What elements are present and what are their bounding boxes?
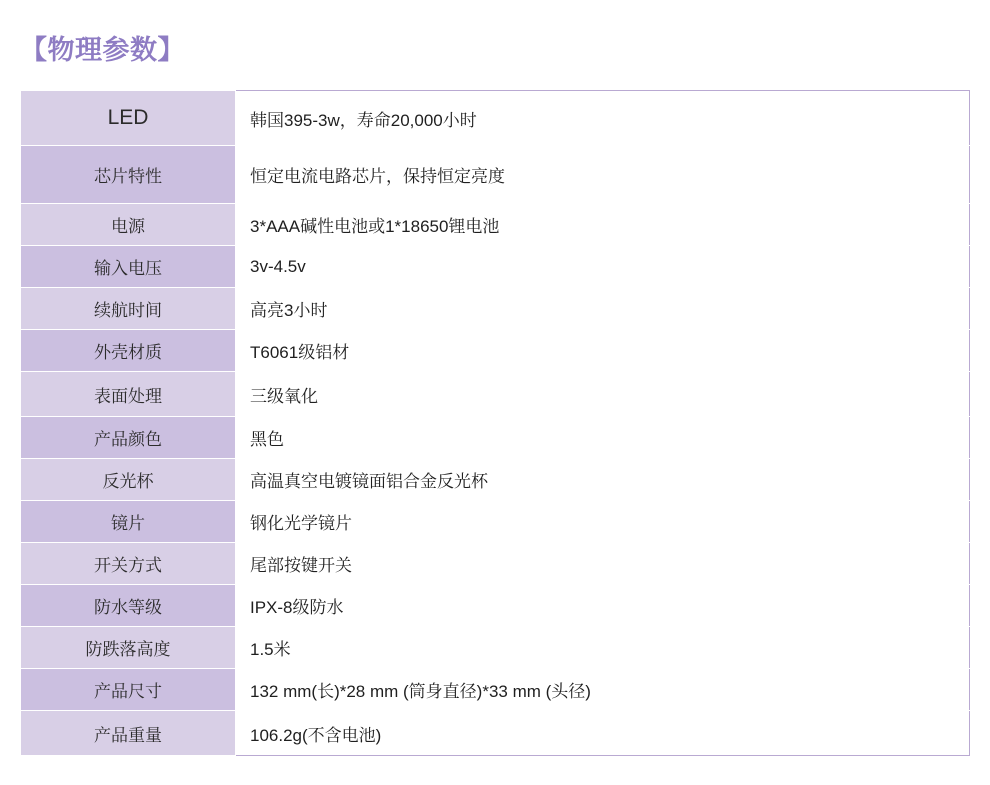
spec-label: 产品重量 <box>21 711 236 756</box>
table-row <box>21 246 970 288</box>
spec-label: 芯片特性 <box>21 146 236 204</box>
spec-value: 高亮3小时 <box>236 288 970 330</box>
spec-value: 三级氧化 <box>236 372 970 417</box>
page-title: 【物理参数】 <box>20 35 185 65</box>
spec-value: 韩国395-3w，寿命20,000小时 <box>236 91 970 146</box>
spec-label: 防跌落高度 <box>21 627 236 669</box>
spec-value: 尾部按键开关 <box>236 543 970 585</box>
spec-label: 开关方式 <box>21 543 236 585</box>
table-row <box>21 372 970 417</box>
spec-label: 外壳材质 <box>21 330 236 372</box>
table-row <box>21 417 970 459</box>
spec-label: 产品尺寸 <box>21 669 236 711</box>
spec-value: 3*AAA碱性电池或1*18650锂电池 <box>236 204 970 246</box>
spec-value: 钢化光学镜片 <box>236 501 970 543</box>
spec-value: 高温真空电镀镜面铝合金反光杯 <box>236 459 970 501</box>
spec-label: LED <box>21 91 236 146</box>
physical-parameters-table <box>20 90 970 756</box>
table-row <box>21 204 970 246</box>
spec-label: 续航时间 <box>21 288 236 330</box>
spec-value: IPX-8级防水 <box>236 585 970 627</box>
spec-label: 防水等级 <box>21 585 236 627</box>
spec-value: 1.5米 <box>236 627 970 669</box>
table-row <box>21 459 970 501</box>
table-row <box>21 543 970 585</box>
spec-label: 产品颜色 <box>21 417 236 459</box>
spec-label: 表面处理 <box>21 372 236 417</box>
table-body <box>21 91 970 756</box>
spec-value: 3v-4.5v <box>236 246 970 288</box>
table-row <box>21 330 970 372</box>
table-row <box>21 501 970 543</box>
table-row <box>21 627 970 669</box>
table-row <box>21 146 970 204</box>
table-row <box>21 288 970 330</box>
spec-value: 恒定电流电路芯片，保持恒定亮度 <box>236 146 970 204</box>
spec-value: 106.2g(不含电池) <box>236 711 970 756</box>
table-row <box>21 91 970 146</box>
spec-value: T6061级铝材 <box>236 330 970 372</box>
table-row <box>21 669 970 711</box>
spec-label: 电源 <box>21 204 236 246</box>
table-row <box>21 711 970 756</box>
spec-label: 输入电压 <box>21 246 236 288</box>
spec-value: 132 mm(长)*28 mm (筒身直径)*33 mm (头径) <box>236 669 970 711</box>
table-row <box>21 585 970 627</box>
spec-label: 镜片 <box>21 501 236 543</box>
spec-label: 反光杯 <box>21 459 236 501</box>
spec-value: 黑色 <box>236 417 970 459</box>
